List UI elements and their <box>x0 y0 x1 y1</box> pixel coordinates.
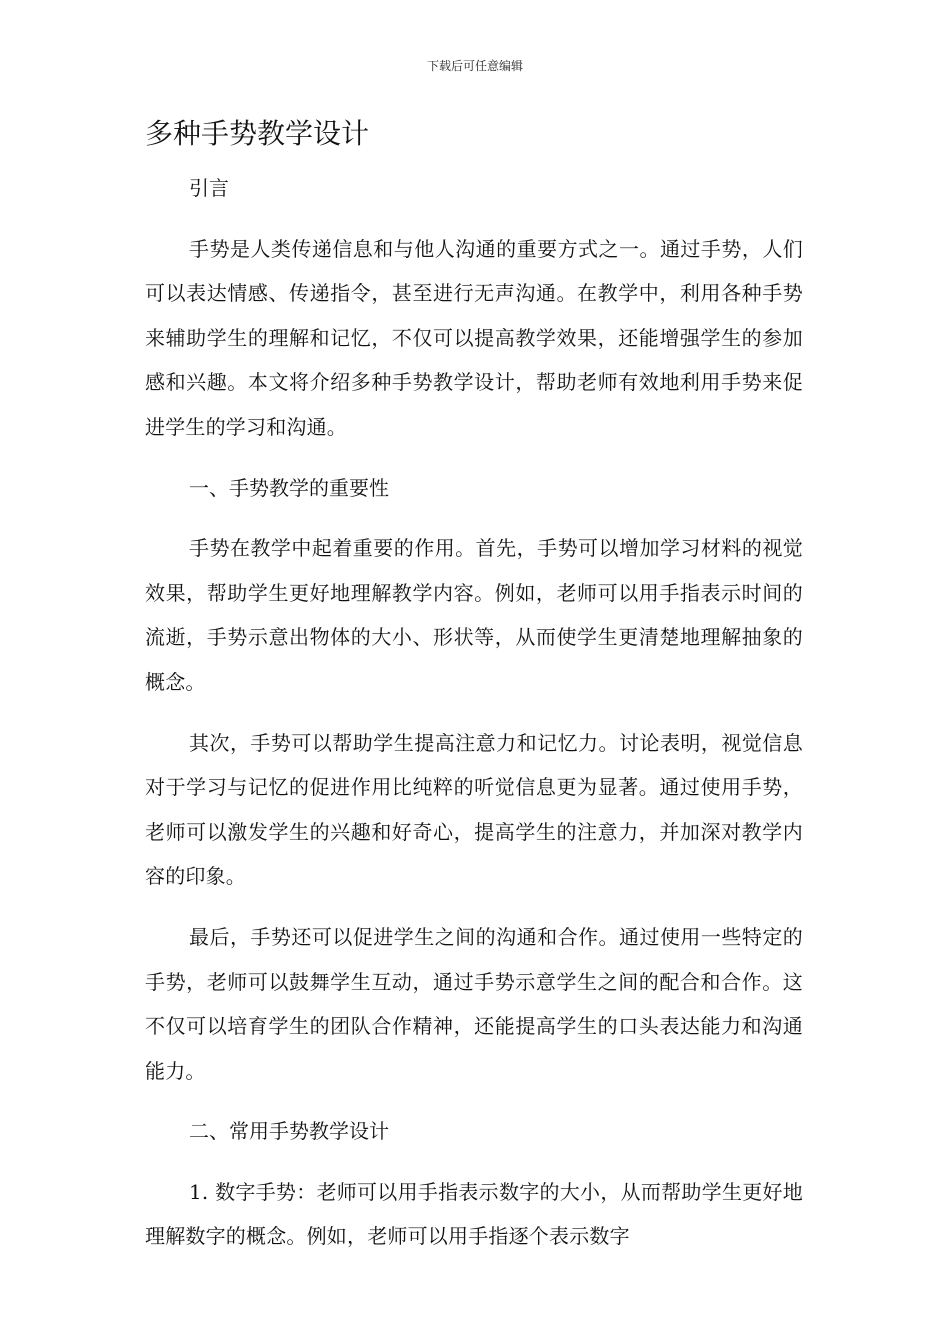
paragraph-number-gesture: 1. 数字手势：老师可以用手指表示数字的大小，从而帮助学生更好地理解数字的概念。例如，老师可以用手指逐个表示数字 <box>145 1179 803 1249</box>
section-heading-common-designs: 二、常用手势教学设计 <box>189 1119 389 1144</box>
paragraph-importance-second: 其次，手势可以帮助学生提高注意力和记忆力。讨论表明，视觉信息对于学习与记忆的促进作用比纯粹的听觉信息更为显著。通过使用手势，老师可以激发学生的兴趣和好奇心，提高学生的注意力，并加深对教学内容的印象。 <box>145 730 803 889</box>
document-body <box>145 166 803 1275</box>
document-title: 多种手势教学设计 <box>145 117 370 150</box>
page-header-note: 下载后可任意编辑 <box>426 59 523 73</box>
paragraph-importance-last: 最后，手势还可以促进学生之间的沟通和合作。通过使用一些特定的手势，老师可以鼓舞学生互动，通过手势示意学生之间的配合和合作。这不仅可以培育学生的团队合作精神，还能提高学生的口头表达能力和沟通能力。 <box>145 924 803 1083</box>
paragraph-importance-first: 手势在教学中起着重要的作用。首先，手势可以增加学习材料的视觉效果，帮助学生更好地理解教学内容。例如，老师可以用手指表示时间的流逝，手势示意出物体的大小、形状等，从而使学生更清楚地理解抽象的概念。 <box>145 536 803 694</box>
section-heading-importance: 一、手势教学的重要性 <box>189 475 389 500</box>
section-heading-intro: 引言 <box>189 176 229 200</box>
paragraph-intro: 手势是人类传递信息和与他人沟通的重要方式之一。通过手势，人们可以表达情感、传递指令，甚至进行无声沟通。在教学中，利用各种手势来辅助学生的理解和记忆，不仅可以提高教学效果，还能增强学生的参加感和兴趣。本文将介绍多种手势教学设计，帮助老师有效地利用手势来促进学生的学习和沟通。 <box>145 236 803 439</box>
